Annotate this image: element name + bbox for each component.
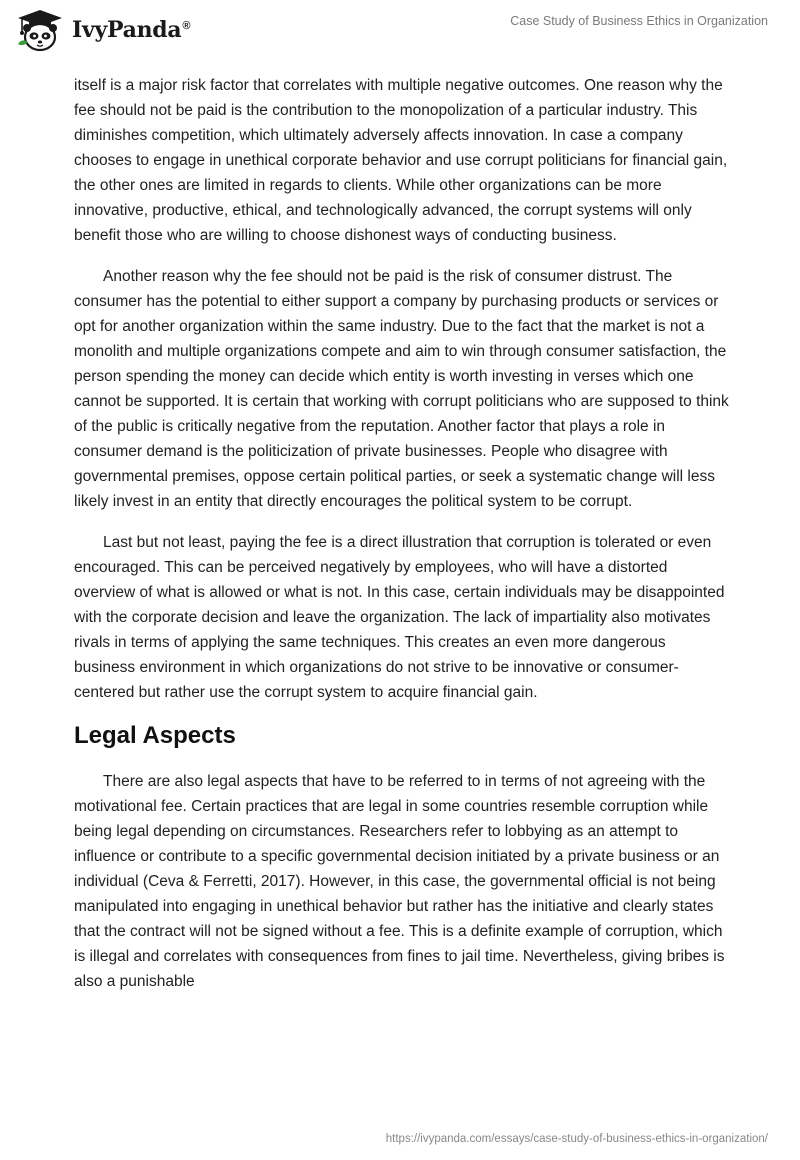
logo-text: IvyPanda® [72,17,191,43]
section-heading-legal-aspects: Legal Aspects [74,722,236,749]
paragraph-2: Another reason why the fee should not be paid is the risk of consumer distrust. The consumer has the potential to either support a company by purchasing products or services or opt for another organization within the same industry. Due to the fact that the market is not a monolith and multiple organizations compete and aim to win through consumer satisfaction, the person spending the money can decide which entity is worth investing in verses which one cannot be supported. It is certain that working with corrupt politicians who are supposed to think of the public is critically negative from the reputation. Another factor that plays a role in consumer demand is the politicization of private businesses. People who disagree with governmental premises, oppose certain political parties, or seek a systematic change will less likely invest in an entity that directly encourages the political system to be corrupt. [74,268,729,510]
paragraph-1: itself is a major risk factor that correlates with multiple negative outcomes. One reason why the fee should not be paid is the contribution to the monopolization of a particular industry. This diminishes competition, which ultimately adversely affects innovation. In case a company chooses to engage in unethical corporate behavior and use corrupt politicians for financial gain, the other ones are limited in regards to clients. While other organizations can be more innovative, productive, ethical, and technologically advanced, the corrupt systems will only benefit those who are willing to choose dishonest ways of conducting business. [74,77,728,244]
paragraph-4: There are also legal aspects that have to be referred to in terms of not agreeing with the motivational fee. Certain practices that are legal in some countries resemble corruption while being legal depending on circumstances. Researchers refer to lobbying as an attempt to influence or contribute to a specific governmental decision initiated by a private business or an individual (Ceva & Ferretti, 2017). However, in this case, the governmental official is not being manipulated into engaging in unethical behavior but rather has the initiative and clearly states that the contract will not be signed without a fee. This is a definite example of corruption, which is illegal and correlates with consequences from fines to jail time. Nevertheless, giving bribes is also a punishable [74,773,725,990]
document-title: Case Study of Business Ethics in Organization [510,14,768,28]
ivypanda-logo[interactable] [14,8,190,52]
page-header [0,0,800,70]
essay-content [74,73,729,1010]
source-url[interactable]: https://ivypanda.com/essays/case-study-of-business-ethics-in-organization/ [385,1133,768,1145]
panda-graduate-icon [14,8,66,52]
paragraph-3: Last but not least, paying the fee is a direct illustration that corruption is tolerated or even encouraged. This can be perceived negatively by employees, who will have a distorted overview of what is allowed or what is not. In this case, certain individuals may be disappointed with the corporate decision and leave the organization. The lack of impartiality also motivates rivals in terms of applying the same techniques. This creates an even more dangerous business environment in which organizations do not strive to be innovative or consumer-centered but rather use the corrupt system to acquire financial gain. [74,534,725,701]
